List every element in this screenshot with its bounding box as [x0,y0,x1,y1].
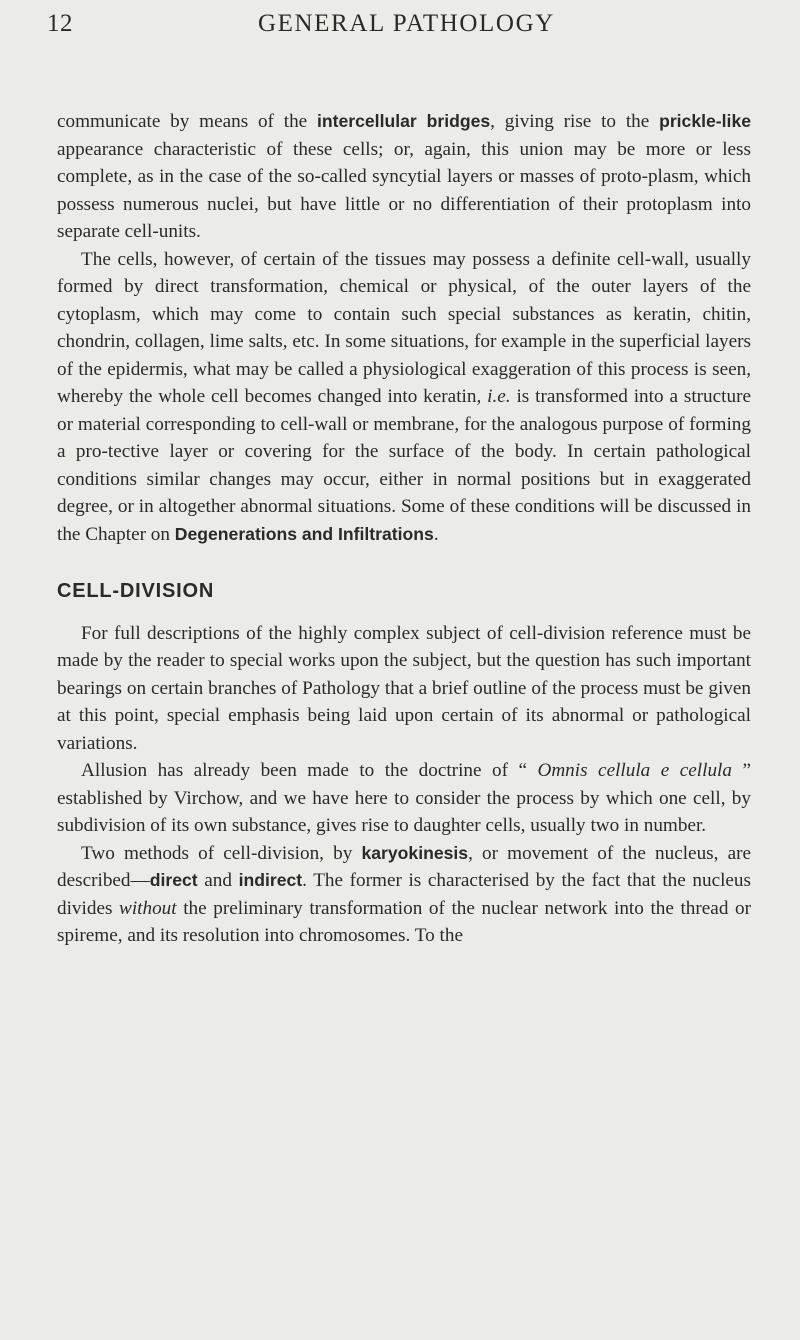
page-number: 12 [47,10,73,37]
section-heading-cell-division: CELL-DIVISION [57,580,215,602]
body-text [57,108,751,950]
italic-omnis-cellula: Omnis cellula e cellula [537,760,732,781]
text-run: communicate by means of the [57,111,317,132]
text-run: Two methods of cell-division, by [81,842,362,864]
text-run: . [433,523,439,545]
text-run: , or movement of the nucleus, are described— [57,842,751,891]
text-run: the preliminary transformation of the nuclear network into the thread or spireme, and its resolution into chromosomes. To the [57,897,751,946]
paragraph-descriptions: For full descriptions of the highly complex subject of cell-division reference must be made by the reader to special works upon the subject, but the question has such important bearings on certain branches of Pathology that a brief outline of the process must be given at this point, special emphasis being laid upon certain of its abnormal or pathological variations. [57,622,751,754]
text-run: and [197,870,239,891]
text-run: Allusion has already been made to the doctrine of “ [81,760,538,781]
text-run: is transformed into a structure or material corresponding to cell-wall or membrane, for the analogous purpose of forming a pro-tective layer or covering for the surface of the body. In certain pathological conditions similar changes may occur, either in normal positions but in exaggerated degree, or in altogether abnormal situations. Some of these conditions will be discussed in the Chapter on [57,386,751,545]
running-title: GENERAL PATHOLOGY [258,10,555,37]
italic-without: without [119,897,177,919]
text-run: appearance characteristic of these cells; or, again, this union may be more or less complete, as in the case of the so-called syncytial layers or masses of proto-plasm, which possess numerous nuclei, but have little or no differentiation of their protoplasm into separate cell-units. [57,138,751,242]
paragraph-methods-of-division [57,840,751,950]
bold-term-prickle-like: prickle-like [659,111,752,131]
bold-term-degenerations-and-infiltrations: Degenerations and Infiltrations [174,523,434,544]
bold-term-indirect: indirect [238,870,303,890]
italic-ie: i.e. [487,386,511,407]
text-run: The cells, however, of certain of the tissues may possess a definite cell-wall, usually formed by direct transformation, chemical or physical, of the outer layers of the cytoplasm, which may come to contain such special substances as keratin, chitin, chondrin, collagen, lime salts, etc. In some situations, for example in the superficial layers of the epidermis, what may be called a physiological exaggeration of this process is seen, whereby the whole cell becomes changed into keratin, [57,248,751,407]
running-header [0,6,800,46]
bold-term-karyokinesis: karyokinesis [361,842,469,863]
paragraph-omnis-cellula [57,757,751,840]
text-run: ” established by Virchow, and we have here to consider the process by which one cell, by subdivision of its own substance, gives rise to daughter cells, usually two in number. [57,760,751,836]
bold-term-direct: direct [149,870,198,890]
bold-term-intercellular-bridges: intercellular bridges [316,111,491,131]
paragraph-intercellular-bridges [57,108,751,246]
text-run: , giving rise to the [490,111,660,132]
text-run: . The former is characterised by the fact that the nucleus divides [57,870,751,919]
paragraph-cell-wall [57,246,751,549]
